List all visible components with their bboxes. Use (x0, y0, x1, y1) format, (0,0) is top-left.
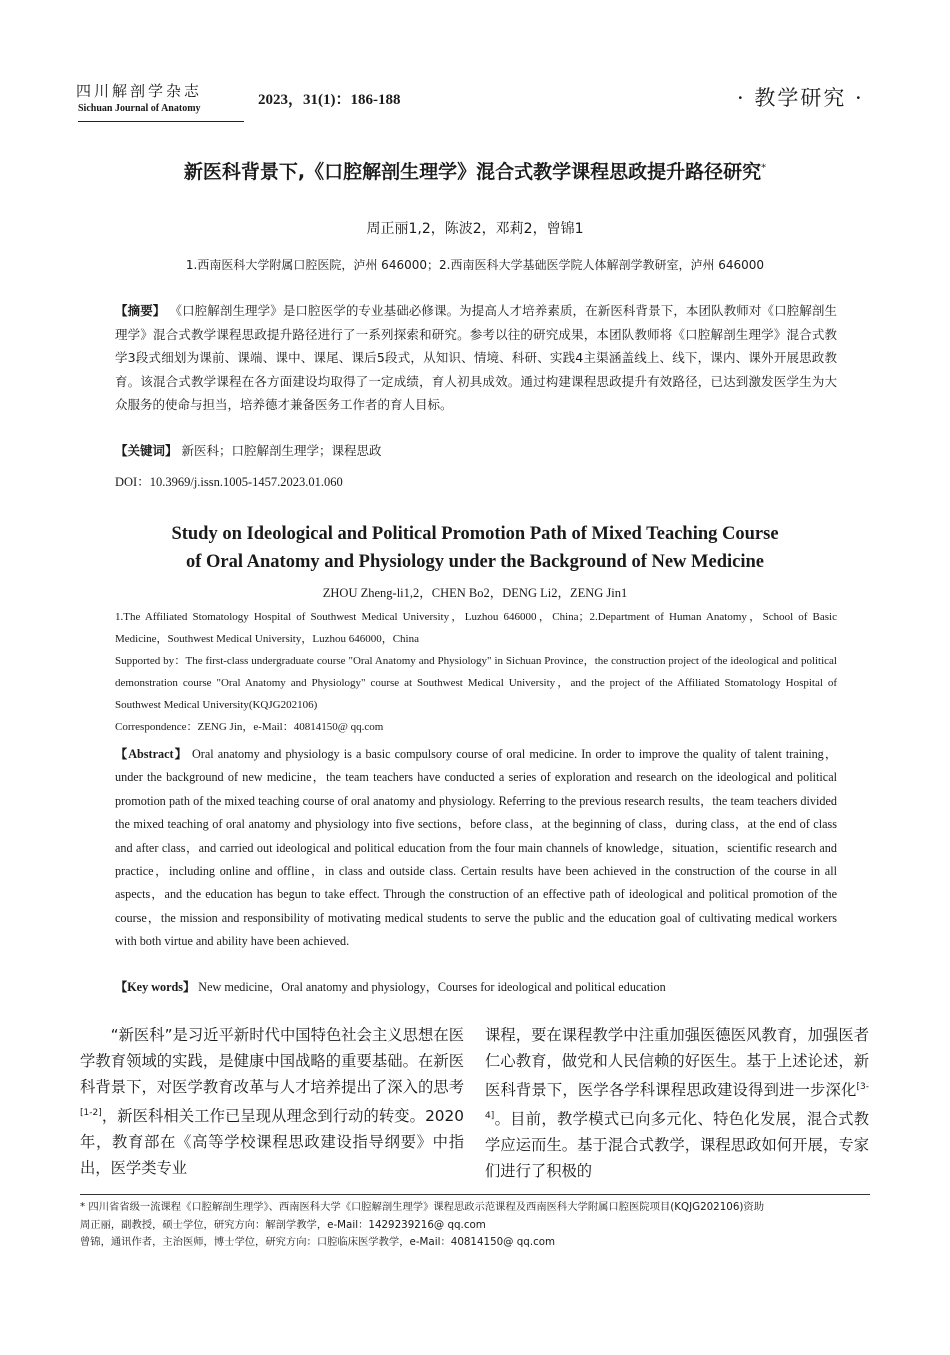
body-right-text-1: 课程，要在课程教学中注重加强医德医风教育，加强医者仁心教育，做党和人民信赖的好医生。基于上述论述，新医科背景下，医学各学科课程思政建设得到进一步深化 (485, 1026, 869, 1100)
doi: DOI：10.3969/j.issn.1005-1457.2023.01.060 (115, 475, 343, 489)
keywords-en (115, 978, 666, 995)
body-left-text-1: “新医科”是习近平新时代中国特色社会主义思想在医学教育领域的实践，是健康中国战略的重要基础。在新医科背景下，对医学教育改革与人才培养提出了深入的思考 (80, 1026, 464, 1096)
section-label: · 教学研究 · (737, 86, 864, 110)
citation-3-4[interactable]: [3-4] (485, 1082, 869, 1122)
paper-title-cn (0, 157, 950, 184)
keywords-en-text: New medicine，Oral anatomy and physiology，Courses for ideological and political education (198, 980, 666, 994)
authors-en: ZHOU Zheng-li1,2，CHEN Bo2，DENG Li2，ZENG Jin1 (322, 586, 628, 600)
authors-cn: 周正丽1,2，陈波2，邓莉2，曾锦1 (366, 221, 584, 237)
footnote-author-corresponding: 曾锦，通讯作者，主治医师，博士学位，研究方向：口腔临床医学教学，e-Mail：40814150@ qq.com (80, 1236, 556, 1248)
title-en-line-1: Study on Ideological and Political Promotion Path of Mixed Teaching Course (171, 524, 779, 544)
journal-name-cn: 四川解剖学杂志 (76, 82, 203, 100)
body-right-text-2: 。目前，教学模式已向多元化、特色化发展，混合式教学应运而生。基于混合式教学，课程思政如何开展，专家们进行了积极的 (485, 1110, 869, 1181)
keywords-cn (115, 441, 382, 459)
abstract-cn-label: 【摘要】 (115, 303, 166, 318)
keywords-en-label: 【Key words】 (115, 980, 196, 994)
title-cn-text: 新医科背景下,《口腔解剖生理学》混合式教学课程思政提升路径研究 (183, 161, 762, 183)
citation-1-2[interactable]: [1-2] (80, 1108, 102, 1118)
abstract-cn-text: 《口腔解剖生理学》是口腔医学的专业基础必修课。为提高人才培养素质，在新医科背景下，本团队教师对《口腔解剖生理学》混合式教学课程思政提升路径进行了一系列探索和研究。参考以往的研究成果，本团队教师将《口腔解剖生理学》混合式教学3段式细划为课前、课端、课中、课尾、课后5段式，从知识、情境、科研、实践4主渠涵盖线上、线下，课内、课外开展思政教育。该混合式教学课程在各方面建设均取得了一定成绩，育人初具成效。通过构建课程思政提升有效路径，已达到激发医学生为大众服务的使命与担当，培养德才兼备医务工作者的育人目标。 (115, 303, 837, 412)
affiliations-en: 1.The Affiliated Stomatology Hospital of Southwest Medical University，Luzhou 646000，China；2.Department of Human Anatomy，School of Basic Medicine，Southwest Medical University，Luzhou 646000，China (115, 611, 837, 645)
footnote-funding: * 四川省省级一流课程《口腔解剖生理学》、西南医科大学《口腔解剖生理学》课程思政示范课程及西南医科大学附属口腔医院项目(KQJG202106)资助 (80, 1201, 764, 1213)
title-footnote-mark: * (761, 162, 767, 174)
footnote-author-1: 周正丽，副教授，硕士学位，研究方向：解剖学教学，e-Mail：1429239216@ qq.com (80, 1218, 486, 1231)
footnotes (80, 1199, 870, 1252)
body-left-text-2: ，新医科相关工作已呈现从理念到行动的转变。2020年，教育部在《高等学校课程思政建设指导纲要》中指出，医学类专业 (80, 1107, 464, 1178)
abstract-cn (115, 299, 837, 417)
abstract-en-text: Oral anatomy and physiology is a basic compulsory course of oral medicine. In order to improve the quality of talent training，under the background of new medicine，the team teachers have conducted a series of exploration and research on the ideological and political promotion path of the mixed teaching course of oral anatomy and physiology. Referring to the previous research results，the team teachers divided the mixed teaching of oral anatomy and physiology into five sections，before class，at the beginning of class，during class，at the end of class and after class，and carried out ideological and political education from the four main channels of knowledge，situation，scientific research and practice，including online and offline，in class and outside class. Certain results have been achieved in the construction of the course in all aspects，and the education has begun to take effect. Through the construction of an effective path of ideological and political promotion of the course，the mission and responsibility of motivating medical students to serve the public and the education goal of cultivating medical workers with both virtue and ability have been achieved. (115, 747, 838, 949)
keywords-cn-text: 新医科；口腔解剖生理学；课程思政 (181, 443, 382, 458)
correspondence: Correspondence：ZENG Jin，e-Mail：40814150@ qq.com (115, 721, 384, 733)
abstract-en-label: 【Abstract】 (115, 747, 188, 761)
keywords-cn-label: 【关键词】 (115, 443, 178, 458)
supported-by: Supported by：The first-class undergraduate course "Oral Anatomy and Physiology" in Sichuan Province，the construction project of the ideological and political demonstration course "Oral Anatomy and Physiology" course at Southwest Medical University，and the project of the Affiliated Stomatology Hospital of Southwest Medical University(KQJG202106) (115, 655, 837, 711)
affiliations-cn: 1.西南医科大学附属口腔医院，泸州 646000；2.西南医科大学基础医学院人体解剖学教研室，泸州 646000 (185, 258, 765, 272)
body-column-left (80, 1022, 464, 1181)
paper-title-en (60, 520, 890, 576)
abstract-en (115, 743, 837, 954)
journal-issue: 2023，31(1)：186-188 (258, 92, 401, 108)
body-column-right (485, 1022, 869, 1184)
footnote-rule (80, 1194, 870, 1195)
header-rule (78, 121, 244, 122)
journal-name-en: Sichuan Journal of Anatomy (78, 103, 201, 114)
title-en-line-2: of Oral Anatomy and Physiology under the Background of New Medicine (186, 552, 764, 572)
